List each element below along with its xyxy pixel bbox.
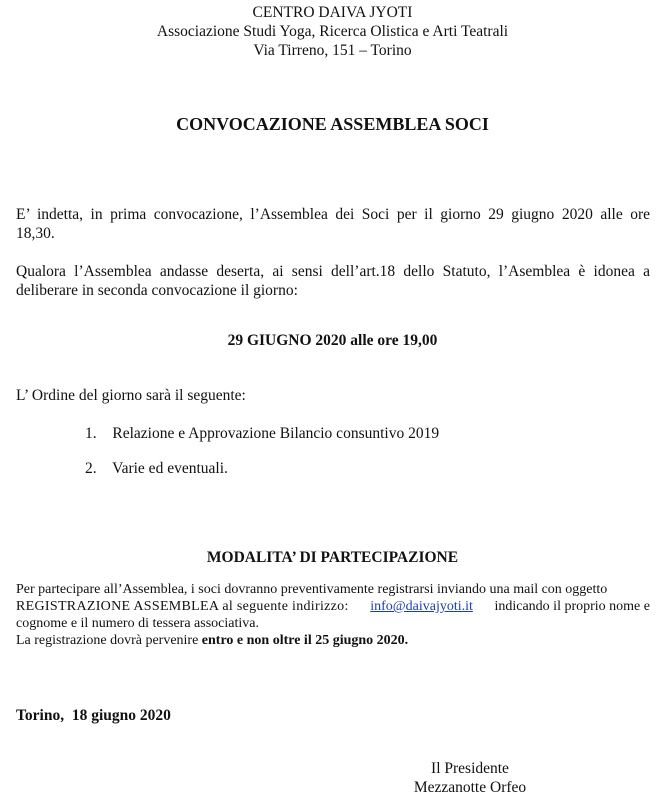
signature-name: Mezzanotte Orfeo: [413, 779, 527, 796]
participation-line: [16, 599, 650, 616]
signature-role: Il Presidente: [431, 760, 509, 777]
date-place: Torino, 18 giugno 2020: [16, 707, 171, 724]
paragraph-second-call: [16, 262, 650, 300]
email-link[interactable]: info@daivajyoti.it: [370, 599, 473, 614]
agenda-item: [85, 425, 439, 443]
agenda-item-number: 2.: [85, 460, 97, 477]
participation-line: cognome e il numero di tessera associativa.: [16, 616, 259, 631]
agenda-item: [85, 460, 228, 478]
paragraph-first-call: [16, 205, 650, 243]
document-title: CONVOCAZIONE ASSEMBLEA SOCI: [176, 114, 489, 134]
paragraph-line: E’ indetta, in prima convocazione, l’Assemblea dei Soci per il giorno 29 giugno 2020 alle ore: [16, 206, 650, 223]
registration-deadline: entro e non oltre il 25 giugno 2020.: [201, 633, 409, 648]
agenda-intro: L’ Ordine del giorno sarà il seguente:: [16, 387, 246, 404]
agenda-item-number: 1.: [85, 425, 97, 442]
paragraph-line: 18,30.: [16, 225, 55, 242]
org-name: CENTRO DAIVA JYOTI: [252, 4, 413, 21]
org-subtitle: Associazione Studi Yoga, Ricerca Olistica e Arti Teatrali: [156, 23, 509, 40]
participation-line: Per partecipare all’Assemblea, i soci dovranno preventivamente registrarsi inviando una mail con oggetto: [16, 582, 608, 597]
participation-text: REGISTRAZIONE ASSEMBLEA al seguente indirizzo:: [16, 599, 349, 614]
participation-text: La registrazione dovrà pervenire: [16, 633, 199, 648]
participation-line: [16, 633, 408, 650]
agenda-item-text: Relazione e Approvazione Bilancio consuntivo 2019: [112, 425, 440, 442]
paragraph-line: Qualora l’Assemblea andasse deserta, ai sensi dell’art.18 dello Statuto, l’Asemblea è idonea a: [16, 263, 650, 280]
org-address: Via Tirreno, 151 – Torino: [253, 42, 412, 59]
second-call-date: 29 GIUGNO 2020 alle ore 19,00: [227, 332, 438, 349]
paragraph-line: deliberare in seconda convocazione il giorno:: [16, 282, 298, 299]
agenda-item-text: Varie ed eventuali.: [112, 460, 228, 477]
participation-text: indicando il proprio nome e: [494, 599, 650, 614]
participation-heading: MODALITA’ DI PARTECIPAZIONE: [206, 549, 459, 566]
